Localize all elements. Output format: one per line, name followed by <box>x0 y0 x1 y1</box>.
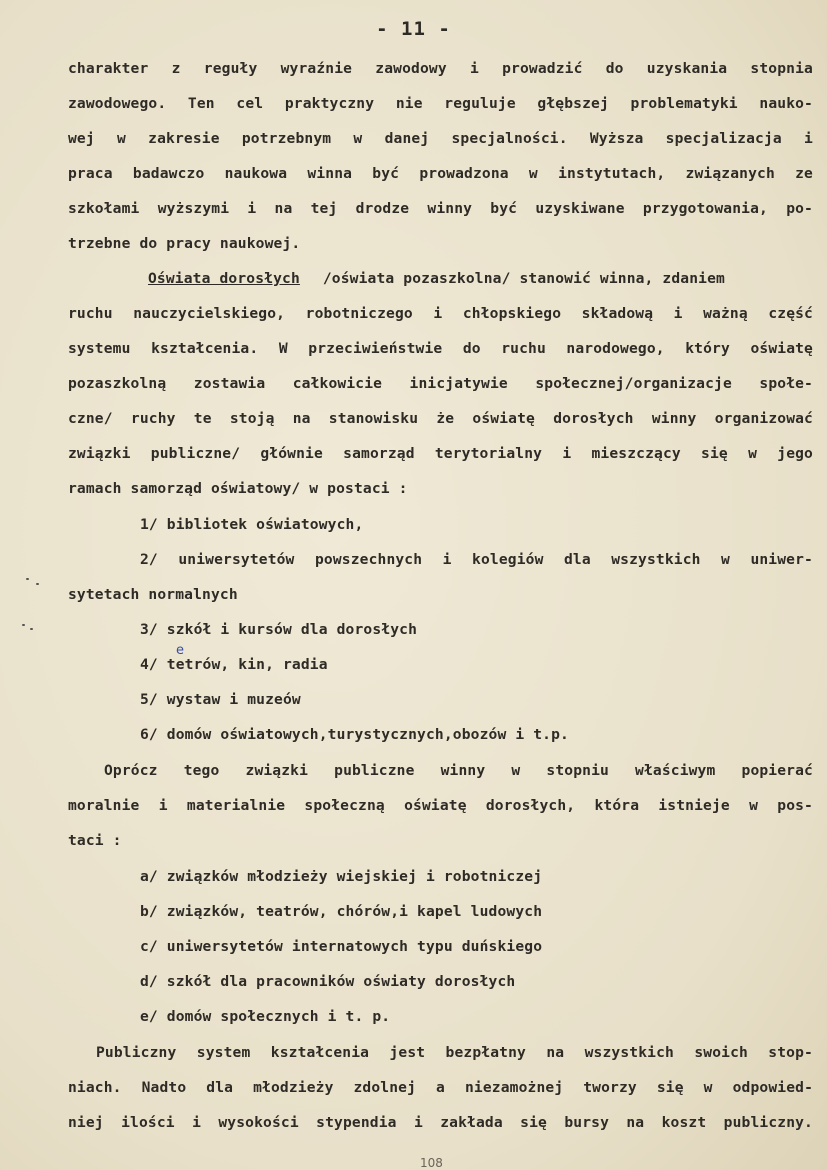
list-item: 3/ szkół i kursów dla dorosłych <box>140 621 418 638</box>
text-line: ruchu nauczycielskiego, robotniczego i chłopskiego składową i ważną część <box>68 305 813 322</box>
list-item: c/ uniwersytetów internatowych typu duńskiego <box>140 938 543 955</box>
list-item: 1/ bibliotek oświatowych, <box>140 516 364 533</box>
footer-mark: 108 <box>420 1156 443 1170</box>
text-line: związki publiczne/ głównie samorząd terytorialny i mieszczący się w jego <box>68 445 813 462</box>
section-heading: Oświata dorosłych <box>148 270 300 287</box>
adult-ed-first-line <box>148 270 813 287</box>
list-item-continuation: sytetach normalnych <box>68 586 238 603</box>
text-line: czne/ ruchy te stoją na stanowisku że oświatę dorosłych winny organizować <box>68 410 813 427</box>
margin-speck <box>26 578 29 580</box>
margin-speck <box>36 583 39 585</box>
list-item: e/ domów społecznych i t. p. <box>140 1008 391 1025</box>
text-line: taci : <box>68 832 122 849</box>
list-item: b/ związków, teatrów, chórów,i kapel ludowych <box>140 903 543 920</box>
text-line: niej ilości i wysokości stypendia i zakłada się bursy na koszt publiczny. <box>68 1114 813 1131</box>
list-item: 6/ domów oświatowych,turystycznych,obozów i t.p. <box>140 726 569 743</box>
list-item: 4/ tetrów, kin, radia <box>140 656 328 673</box>
text-line: szkołami wyższymi i na tej drodze winny być uzyskiwane przygotowania, po- <box>68 200 813 217</box>
text-line: charakter z reguły wyraźnie zawodowy i prowadzić do uzyskania stopnia <box>68 60 813 77</box>
text-line: pozaszkolną zostawia całkowicie inicjatywie społecznej/organizacje społe- <box>68 375 813 392</box>
list-item: 5/ wystaw i muzeów <box>140 691 301 708</box>
text-line: moralnie i materialnie społeczną oświatę dorosłych, która istnieje w pos- <box>68 797 813 814</box>
handwritten-correction: e <box>176 643 184 658</box>
text-line: systemu kształcenia. W przeciwieństwie do ruchu narodowego, który oświatę <box>68 340 813 357</box>
page-number: - 11 - <box>376 18 451 40</box>
text-line: ramach samorząd oświatowy/ w postaci : <box>68 480 408 497</box>
text-line: wej w zakresie potrzebnym w danej specjalności. Wyższa specjalizacja i <box>68 130 813 147</box>
text-line: trzebne do pracy naukowej. <box>68 235 301 252</box>
text-line: /oświata pozaszkolna/ stanowić winna, zdaniem <box>322 270 725 287</box>
margin-speck <box>30 628 33 630</box>
text-line: Publiczny system kształcenia jest bezpłatny na wszystkich swoich stop- <box>96 1044 813 1061</box>
text-line: niach. Nadto dla młodzieży zdolnej a niezamożnej tworzy się w odpowied- <box>68 1079 813 1096</box>
text-line: zawodowego. Ten cel praktyczny nie reguluje głębszej problematyki nauko- <box>68 95 813 112</box>
list-item: 2/ uniwersytetów powszechnych i kolegiów dla wszystkich w uniwer- <box>140 551 813 568</box>
text-line: Oprócz tego związki publiczne winny w stopniu właściwym popierać <box>104 762 813 779</box>
list-item: a/ związków młodzieży wiejskiej i robotniczej <box>140 868 543 885</box>
margin-speck <box>22 624 25 626</box>
list-item: d/ szkół dla pracowników oświaty dorosłych <box>140 973 516 990</box>
text-line: praca badawczo naukowa winna być prowadzona w instytutach, związanych ze <box>68 165 813 182</box>
